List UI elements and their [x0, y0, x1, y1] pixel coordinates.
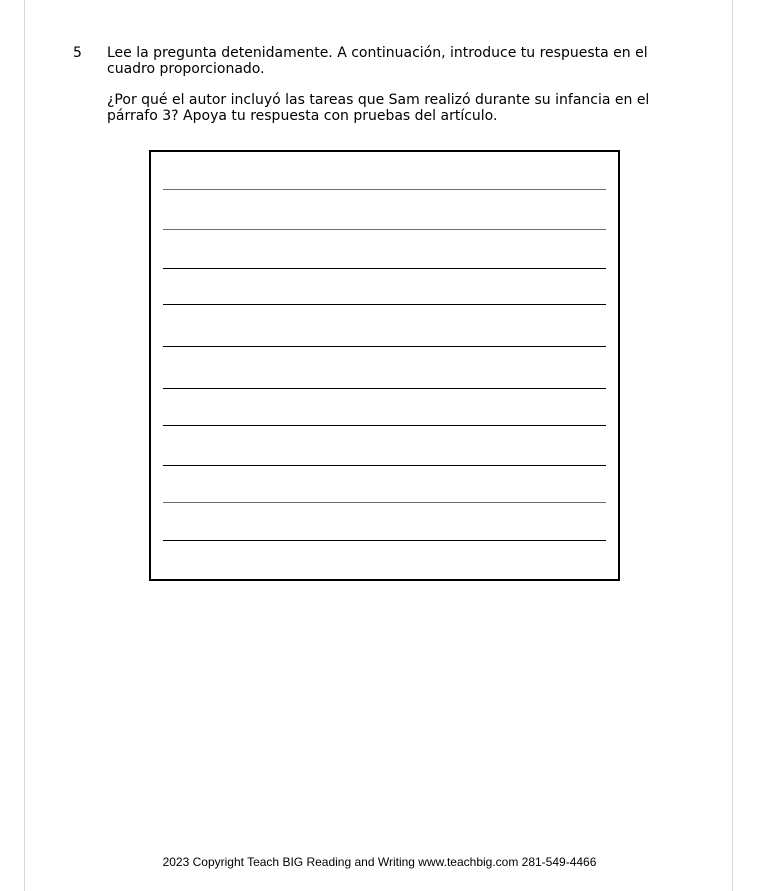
answer-response-box[interactable] — [149, 150, 620, 581]
document-page — [24, 0, 733, 891]
answer-line — [163, 388, 606, 389]
answer-line — [163, 502, 606, 503]
answer-line — [163, 304, 606, 305]
answer-line — [163, 540, 606, 541]
question-number: 5 — [73, 45, 82, 61]
answer-line — [163, 189, 606, 190]
answer-line — [163, 229, 606, 230]
answer-line — [163, 465, 606, 466]
question-instructions: Lee la pregunta detenidamente. A continuación, introduce tu respuesta en el cuadro proporcionado. — [107, 45, 648, 77]
copyright-footer: 2023 Copyright Teach BIG Reading and Writing www.teachbig.com 281-549-4466 — [162, 855, 597, 869]
answer-line — [163, 425, 606, 426]
answer-line — [163, 346, 606, 347]
answer-line — [163, 268, 606, 269]
question-text: ¿Por qué el autor incluyó las tareas que Sam realizó durante su infancia en el párrafo 3? Apoya tu respuesta con pruebas del artículo. — [107, 92, 650, 124]
